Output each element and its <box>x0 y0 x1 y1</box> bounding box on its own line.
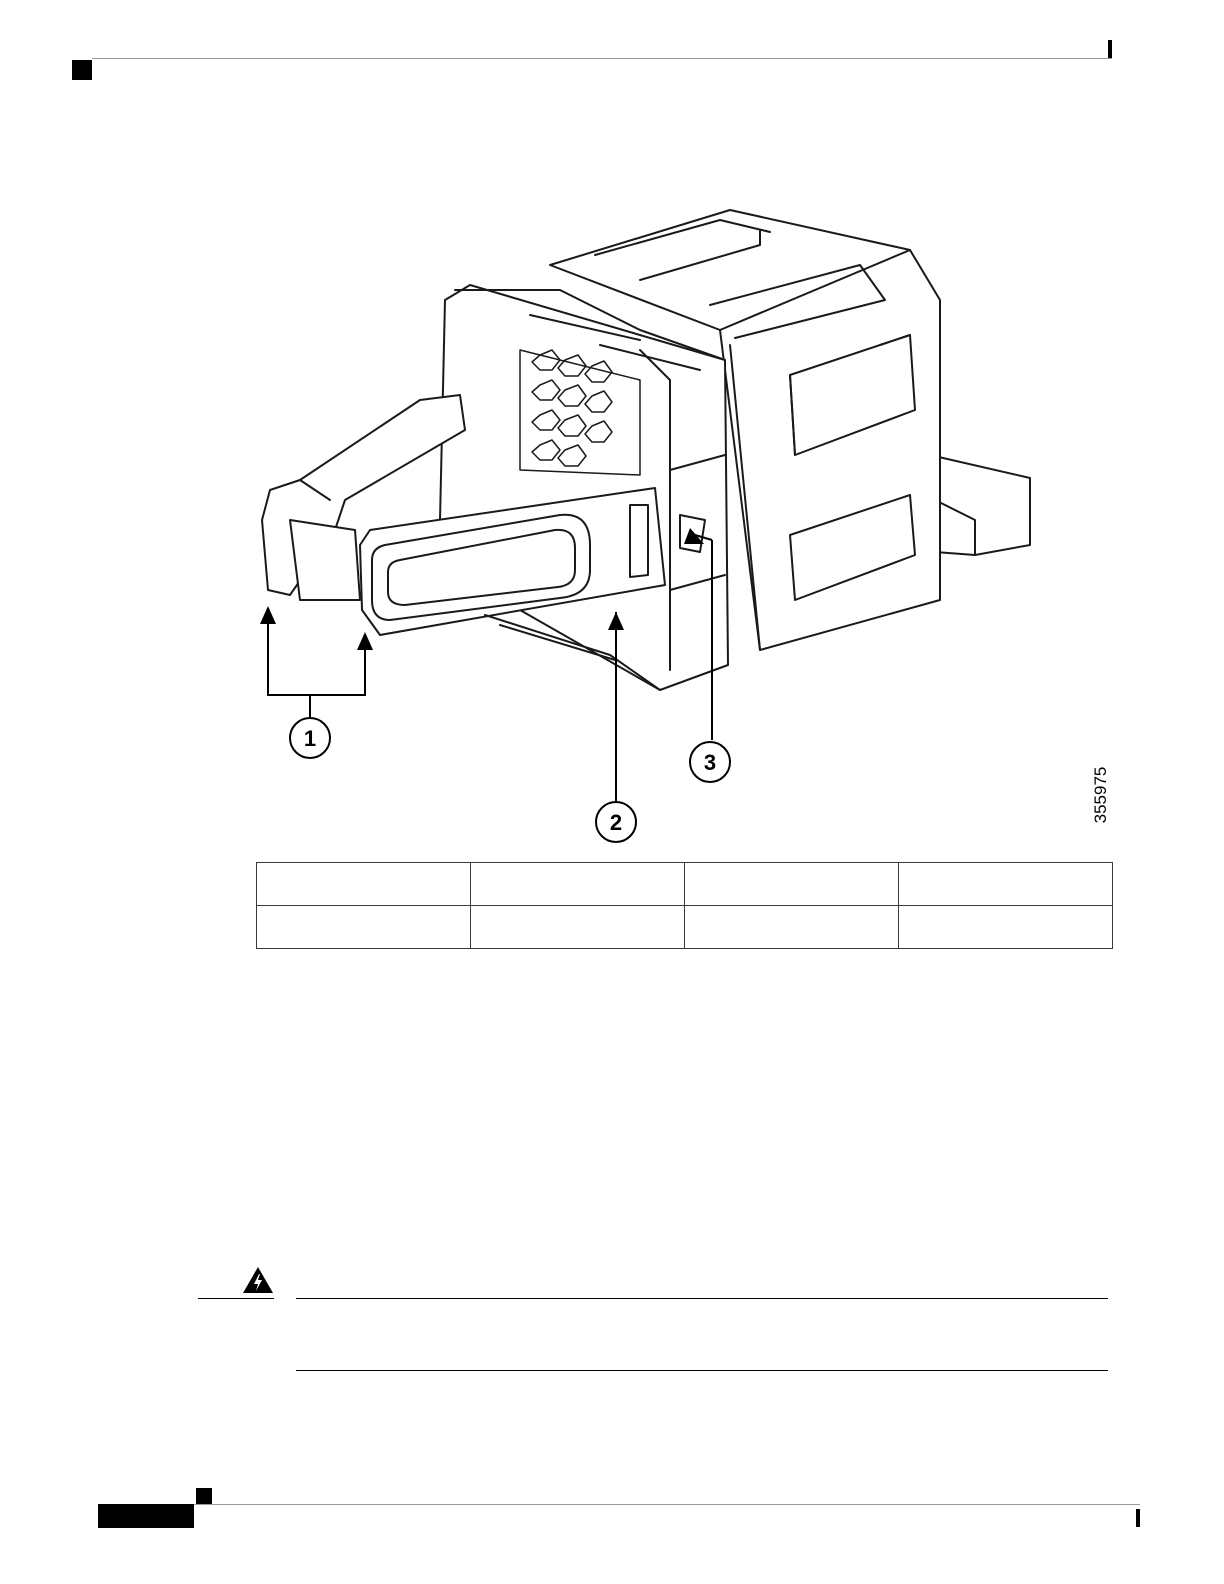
table-cell <box>471 863 685 906</box>
table-cell <box>899 863 1113 906</box>
callout-3-label: 3 <box>703 750 717 775</box>
footer-tick-mark <box>1136 1509 1140 1527</box>
callout-table <box>256 862 1113 949</box>
table-row <box>257 863 1113 906</box>
warning-bottom-rule <box>296 1370 1108 1371</box>
table-cell <box>685 906 899 949</box>
power-supply-figure <box>240 200 1120 860</box>
table-row <box>257 906 1113 949</box>
footer-page-tab <box>98 1504 194 1528</box>
callout-2-label: 2 <box>609 810 623 835</box>
figure-id: 355975 <box>1091 766 1110 824</box>
table-cell <box>471 906 685 949</box>
table-cell <box>899 906 1113 949</box>
callout-1-label: 1 <box>303 726 317 751</box>
warning-icon-rule <box>198 1298 274 1299</box>
header-rule <box>92 58 1112 59</box>
table-cell <box>685 863 899 906</box>
table-cell <box>257 906 471 949</box>
header-marker-square <box>72 60 92 80</box>
warning-lightning-icon <box>242 1266 274 1294</box>
header-tick-mark <box>1108 40 1112 58</box>
warning-top-rule <box>296 1298 1108 1299</box>
footer-rule <box>194 1504 1140 1505</box>
table-cell <box>257 863 471 906</box>
footer-marker-square <box>196 1488 212 1504</box>
